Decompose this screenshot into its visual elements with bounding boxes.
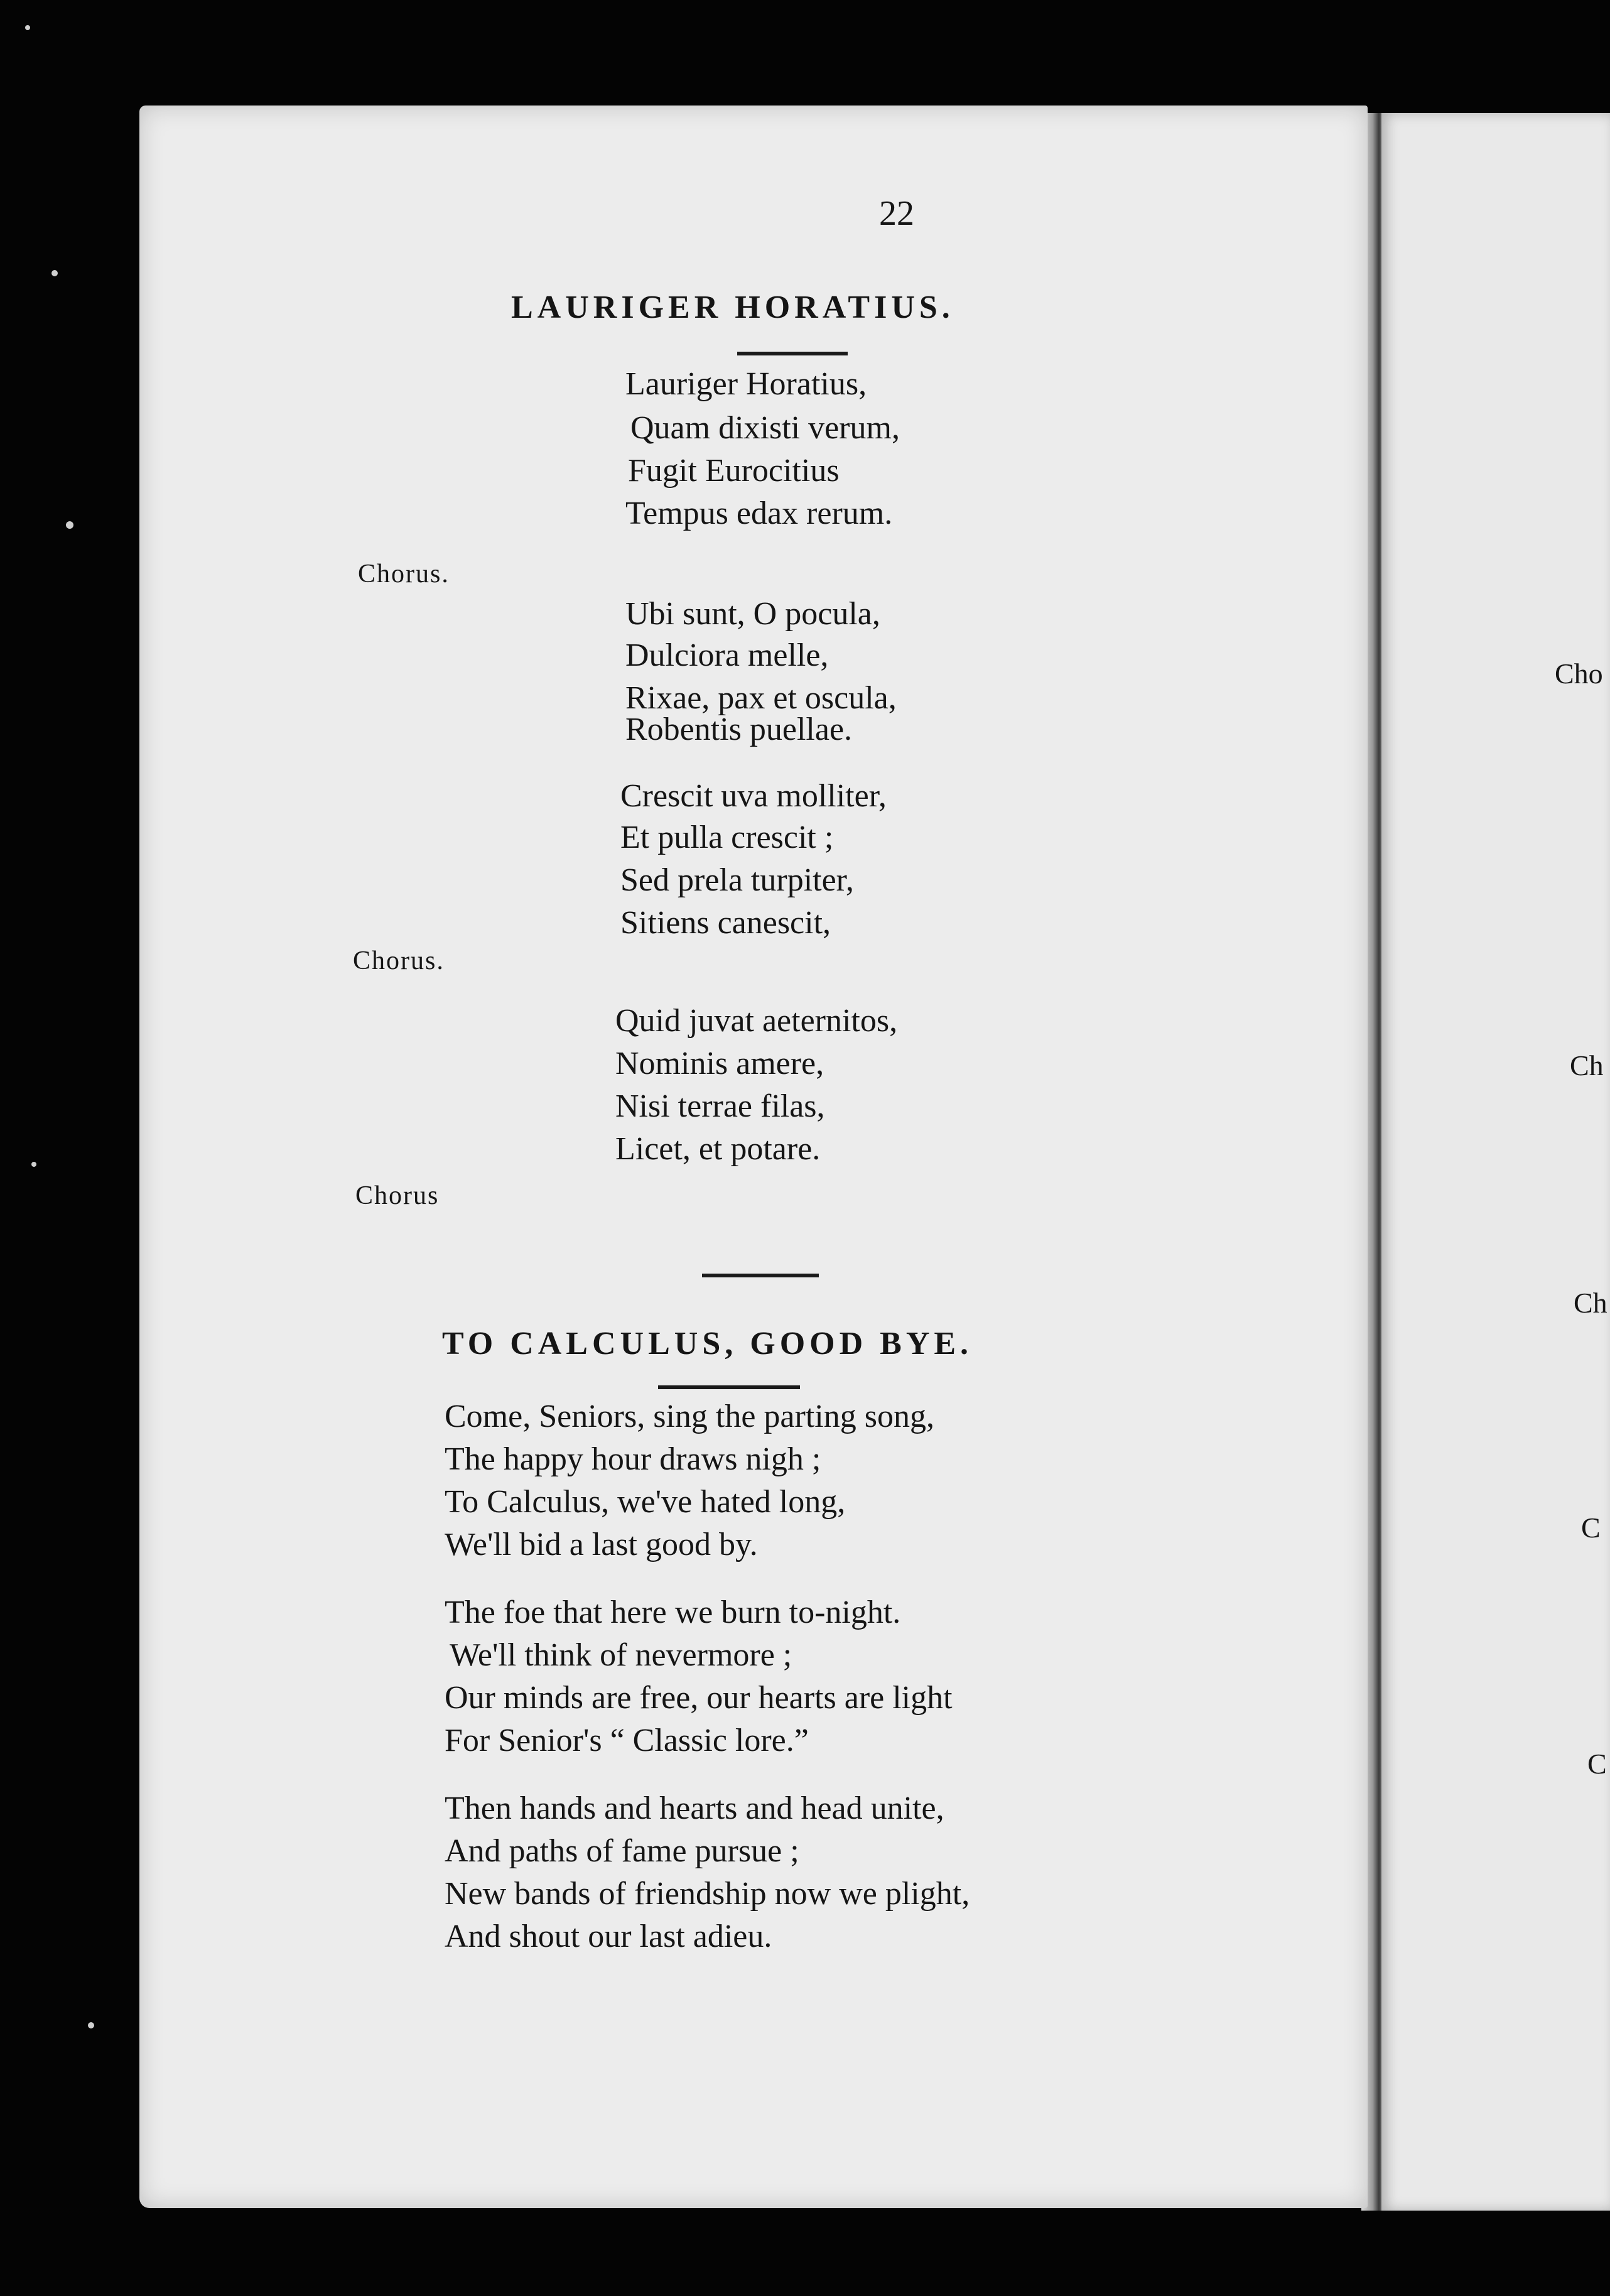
book-page: [139, 106, 1368, 2208]
page-number: 22: [879, 194, 914, 233]
facing-page-label: Ch: [1570, 1049, 1604, 1081]
verse-line: Robentis puellae.: [625, 712, 853, 747]
verse-line: We'll think of nevermore ;: [450, 1637, 792, 1673]
verse-line: Licet, et potare.: [615, 1131, 821, 1167]
title-rule: [737, 352, 848, 355]
verse-line: Nominis amere,: [615, 1046, 824, 1081]
verse-line: Lauriger Horatius,: [625, 366, 867, 402]
verse-line: Come, Seniors, sing the parting song,: [445, 1399, 934, 1434]
facing-page-label: Cho: [1555, 658, 1603, 690]
verse-line: Nisi terrae filas,: [615, 1088, 825, 1124]
dust-speck: [88, 2022, 94, 2028]
verse-line: Our minds are free, our hearts are light: [445, 1680, 953, 1716]
dust-speck: [31, 1162, 36, 1167]
verse-line: For Senior's “ Classic lore.”: [445, 1723, 809, 1758]
verse-line: Crescit uva molliter,: [620, 778, 887, 814]
verse-line: The foe that here we burn to-night.: [445, 1595, 901, 1630]
verse-line: Sed prela turpiter,: [620, 862, 854, 898]
chorus-label: Chorus.: [353, 946, 445, 975]
verse-line: Rixae, pax et oscula,: [625, 680, 897, 716]
verse-line: Et pulla crescit ;: [620, 820, 834, 855]
verse-line: Sitiens canescit,: [620, 905, 831, 941]
verse-line: Quid juvat aeternitos,: [615, 1003, 898, 1039]
chorus-label: Chorus.: [358, 560, 450, 588]
verse-line: We'll bid a last good by.: [445, 1527, 758, 1562]
dust-speck: [25, 25, 30, 30]
verse-line: New bands of friendship now we plight,: [445, 1876, 970, 1912]
verse-line: The happy hour draws nigh ;: [445, 1441, 821, 1477]
verse-line: And shout our last adieu.: [445, 1919, 772, 1954]
verse-line: Quam dixisti verum,: [630, 410, 900, 446]
facing-page: [1381, 113, 1610, 2211]
chorus-label: Chorus: [355, 1181, 440, 1210]
dust-speck: [66, 521, 73, 529]
song-title: LAURIGER HORATIUS.: [511, 290, 954, 325]
verse-line: Tempus edax rerum.: [625, 495, 893, 531]
verse-line: And paths of fame pursue ;: [445, 1833, 799, 1869]
verse-line: Dulciora melle,: [625, 637, 829, 673]
verse-line: Ubi sunt, O pocula,: [625, 596, 880, 632]
song-title: TO CALCULUS, GOOD BYE.: [442, 1326, 973, 1362]
section-divider: [702, 1274, 819, 1277]
verse-line: Then hands and hearts and head unite,: [445, 1790, 944, 1826]
facing-page-label: Ch: [1574, 1287, 1607, 1319]
dust-speck: [51, 270, 58, 276]
facing-page-label: C: [1587, 1748, 1607, 1780]
verse-line: Fugit Eurocitius: [628, 453, 840, 489]
title-rule: [658, 1385, 800, 1389]
facing-page-label: C: [1581, 1512, 1601, 1544]
verse-line: To Calculus, we've hated long,: [445, 1484, 846, 1520]
